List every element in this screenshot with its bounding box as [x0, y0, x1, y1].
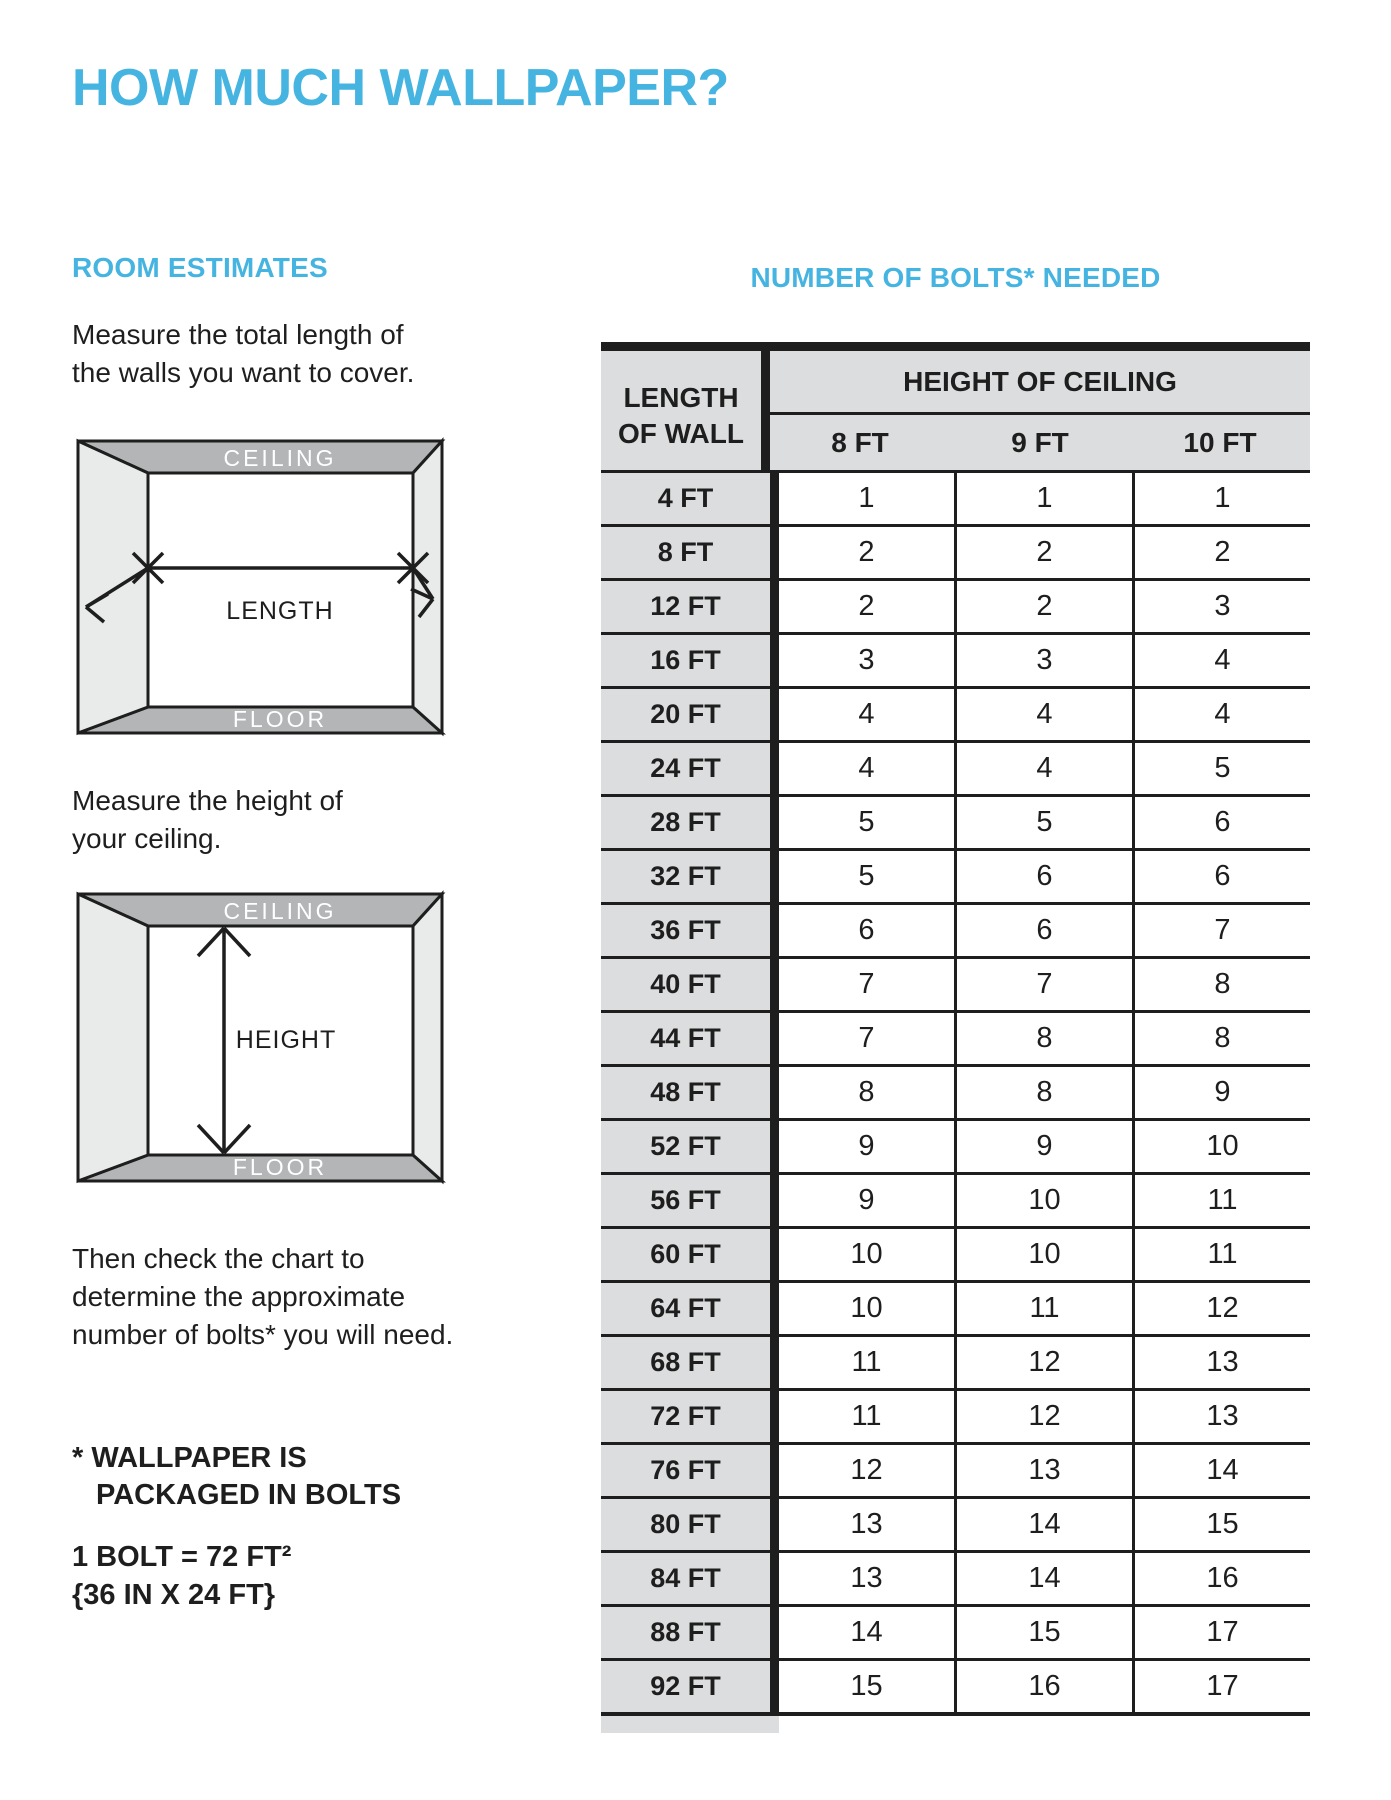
bolt-count-cell: 9 [779, 1175, 954, 1226]
bolt-count-cell: 5 [1132, 743, 1310, 794]
table-row [601, 578, 1310, 632]
row-group-header-length-of-wall [601, 351, 770, 470]
bolt-count-cell: 5 [779, 851, 954, 902]
table-row [601, 1550, 1310, 1604]
table-row [601, 632, 1310, 686]
bolt-count-cell: 4 [1132, 689, 1310, 740]
table-row [601, 740, 1310, 794]
table-row [601, 1604, 1310, 1658]
bolt-count-cell: 8 [1132, 959, 1310, 1010]
bolt-count-cell: 16 [954, 1661, 1132, 1712]
ceiling-height-column-header: 9 FT [1011, 426, 1069, 458]
row-group-header-line1: LENGTH [623, 381, 739, 413]
wall-length-cell: 20 FT [601, 689, 779, 740]
table-row [601, 1172, 1310, 1226]
table-row [601, 1496, 1310, 1550]
wall-length-cell: 48 FT [601, 1067, 779, 1118]
wall-length-cell: 56 FT [601, 1175, 779, 1226]
wall-length-cell: 28 FT [601, 797, 779, 848]
page-title: HOW MUCH WALLPAPER? [72, 59, 729, 117]
bolt-count-cell: 15 [779, 1661, 954, 1712]
height-label: HEIGHT [235, 1026, 337, 1054]
table-row [601, 902, 1310, 956]
bolt-count-cell: 1 [954, 473, 1132, 524]
bolt-count-cell: 13 [1132, 1391, 1310, 1442]
bolt-count-cell: 7 [779, 959, 954, 1010]
bolt-count-cell: 11 [1132, 1229, 1310, 1280]
row-group-header-line2: OF WALL [618, 417, 744, 449]
bolt-count-cell: 12 [954, 1337, 1132, 1388]
bolt-count-cell: 9 [1132, 1067, 1310, 1118]
right-wall [413, 894, 442, 1181]
right-wall [413, 441, 442, 733]
bolts-needed-heading: NUMBER OF BOLTS* NEEDED [750, 262, 1161, 293]
bolt-count-cell: 4 [779, 743, 954, 794]
bolt-count-cell: 12 [779, 1445, 954, 1496]
bolt-count-cell: 9 [779, 1121, 954, 1172]
bolt-count-cell: 10 [954, 1229, 1132, 1280]
bolt-count-cell: 16 [1132, 1553, 1310, 1604]
wall-length-cell: 52 FT [601, 1121, 779, 1172]
bolt-count-cell: 6 [779, 905, 954, 956]
wall-length-cell: 32 FT [601, 851, 779, 902]
ceiling-label: CEILING [223, 445, 337, 471]
bolt-count-cell: 14 [1132, 1445, 1310, 1496]
room-estimates-heading: ROOM ESTIMATES [72, 252, 328, 283]
bolt-count-cell: 14 [954, 1499, 1132, 1550]
bolt-count-cell: 2 [779, 527, 954, 578]
wall-length-cell: 12 FT [601, 581, 779, 632]
step2-line2: your ceiling. [72, 823, 222, 854]
bolt-count-cell: 6 [1132, 851, 1310, 902]
step2-instructions [72, 782, 343, 858]
bolt-count-cell: 2 [954, 581, 1132, 632]
wall-length-cell: 64 FT [601, 1283, 779, 1334]
bolt-size-line2: {36 IN X 24 FT} [72, 1579, 276, 1611]
bolt-count-cell: 1 [779, 473, 954, 524]
label-column-stub [601, 1716, 779, 1733]
bolt-count-cell: 10 [1132, 1121, 1310, 1172]
ceiling-height-column-header: 10 FT [1183, 426, 1257, 458]
wall-length-cell: 40 FT [601, 959, 779, 1010]
bolt-count-cell: 4 [954, 689, 1132, 740]
bolt-count-cell: 10 [779, 1229, 954, 1280]
wall-length-cell: 60 FT [601, 1229, 779, 1280]
footnote-line1: * WALLPAPER IS [72, 1442, 307, 1474]
bolt-size-info [72, 1538, 291, 1614]
left-wall [78, 894, 148, 1181]
bolt-count-cell: 2 [954, 527, 1132, 578]
bolt-count-cell: 5 [954, 797, 1132, 848]
table-row [601, 686, 1310, 740]
table-row [601, 1280, 1310, 1334]
bolt-count-cell: 8 [954, 1013, 1132, 1064]
bolt-count-cell: 11 [779, 1391, 954, 1442]
bolt-count-cell: 12 [954, 1391, 1132, 1442]
bolt-count-cell: 5 [779, 797, 954, 848]
ceiling-height-column-header: 8 FT [831, 426, 889, 458]
step1-line1: Measure the total length of [72, 319, 404, 350]
bolts-table [601, 342, 1310, 1733]
step3-instructions [72, 1240, 453, 1354]
left-wall [78, 441, 148, 733]
table-row [601, 1658, 1310, 1712]
bolt-count-cell: 13 [1132, 1337, 1310, 1388]
table-row [601, 956, 1310, 1010]
bolt-count-cell: 13 [779, 1499, 954, 1550]
bolt-count-cell: 2 [1132, 527, 1310, 578]
wall-length-cell: 36 FT [601, 905, 779, 956]
wall-length-cell: 68 FT [601, 1337, 779, 1388]
bolt-count-cell: 15 [1132, 1499, 1310, 1550]
bolt-count-cell: 1 [1132, 473, 1310, 524]
bolt-count-cell: 7 [954, 959, 1132, 1010]
bolt-count-cell: 12 [1132, 1283, 1310, 1334]
table-row [601, 470, 1310, 524]
bolt-count-cell: 6 [954, 851, 1132, 902]
bolt-count-cell: 8 [954, 1067, 1132, 1118]
footnote-line2: PACKAGED IN BOLTS [96, 1479, 402, 1511]
step3-line1: Then check the chart to [72, 1243, 365, 1274]
wall-length-cell: 8 FT [601, 527, 779, 578]
bolt-count-cell: 14 [954, 1553, 1132, 1604]
bolt-count-cell: 11 [954, 1283, 1132, 1334]
table-row [601, 1064, 1310, 1118]
bolt-count-cell: 11 [1132, 1175, 1310, 1226]
bolt-count-cell: 15 [954, 1607, 1132, 1658]
bolt-count-cell: 7 [1132, 905, 1310, 956]
wall-length-cell: 24 FT [601, 743, 779, 794]
length-label: LENGTH [226, 597, 334, 625]
table-row [601, 1118, 1310, 1172]
bolt-count-cell: 7 [779, 1013, 954, 1064]
column-headers-row [770, 415, 1310, 470]
bolt-count-cell: 2 [779, 581, 954, 632]
bolt-count-cell: 11 [779, 1337, 954, 1388]
wall-length-cell: 4 FT [601, 473, 779, 524]
wall-length-cell: 88 FT [601, 1607, 779, 1658]
table-row [601, 848, 1310, 902]
ceiling-height-diagram [74, 890, 446, 1185]
wall-length-cell: 76 FT [601, 1445, 779, 1496]
bolt-count-cell: 17 [1132, 1661, 1310, 1712]
table-row [601, 1226, 1310, 1280]
step3-line2: determine the approximate [72, 1281, 406, 1312]
room-length-diagram [74, 437, 446, 737]
bolt-count-cell: 6 [954, 905, 1132, 956]
bolts-footnote [72, 1440, 401, 1514]
bolt-count-cell: 8 [779, 1067, 954, 1118]
table-row [601, 794, 1310, 848]
table-row [601, 1334, 1310, 1388]
back-wall [148, 473, 413, 707]
wall-length-cell: 44 FT [601, 1013, 779, 1064]
bolt-count-cell: 14 [779, 1607, 954, 1658]
bolt-count-cell: 6 [1132, 797, 1310, 848]
step2-line1: Measure the height of [72, 785, 343, 816]
table-top-border [601, 342, 1310, 351]
wall-length-cell: 72 FT [601, 1391, 779, 1442]
bolt-count-cell: 3 [1132, 581, 1310, 632]
bolt-count-cell: 10 [954, 1175, 1132, 1226]
bolt-count-cell: 8 [1132, 1013, 1310, 1064]
wall-length-cell: 80 FT [601, 1499, 779, 1550]
wall-length-cell: 16 FT [601, 635, 779, 686]
ceiling-label: CEILING [223, 898, 337, 924]
bolt-count-cell: 10 [779, 1283, 954, 1334]
bolt-count-cell: 3 [954, 635, 1132, 686]
column-group-area [770, 351, 1310, 470]
table-body [601, 470, 1310, 1712]
bolt-count-cell: 4 [1132, 635, 1310, 686]
wall-length-cell: 84 FT [601, 1553, 779, 1604]
bolt-count-cell: 17 [1132, 1607, 1310, 1658]
table-header [601, 351, 1310, 470]
floor-label: FLOOR [232, 706, 328, 732]
step1-line2: the walls you want to cover. [72, 357, 415, 388]
table-row [601, 1010, 1310, 1064]
floor-label: FLOOR [232, 1154, 328, 1180]
bolt-count-cell: 9 [954, 1121, 1132, 1172]
column-group-header-height-of-ceiling: HEIGHT OF CEILING [770, 351, 1310, 415]
bolt-size-line1: 1 BOLT = 72 FT² [72, 1541, 292, 1573]
bolt-count-cell: 3 [779, 635, 954, 686]
bolt-count-cell: 13 [779, 1553, 954, 1604]
step1-instructions [72, 316, 414, 392]
bolt-count-cell: 4 [954, 743, 1132, 794]
bolt-count-cell: 13 [954, 1445, 1132, 1496]
step3-line3: number of bolts* you will need. [72, 1319, 454, 1350]
table-row [601, 1442, 1310, 1496]
wall-length-cell: 92 FT [601, 1661, 779, 1712]
table-row [601, 524, 1310, 578]
table-row [601, 1388, 1310, 1442]
bolt-count-cell: 4 [779, 689, 954, 740]
